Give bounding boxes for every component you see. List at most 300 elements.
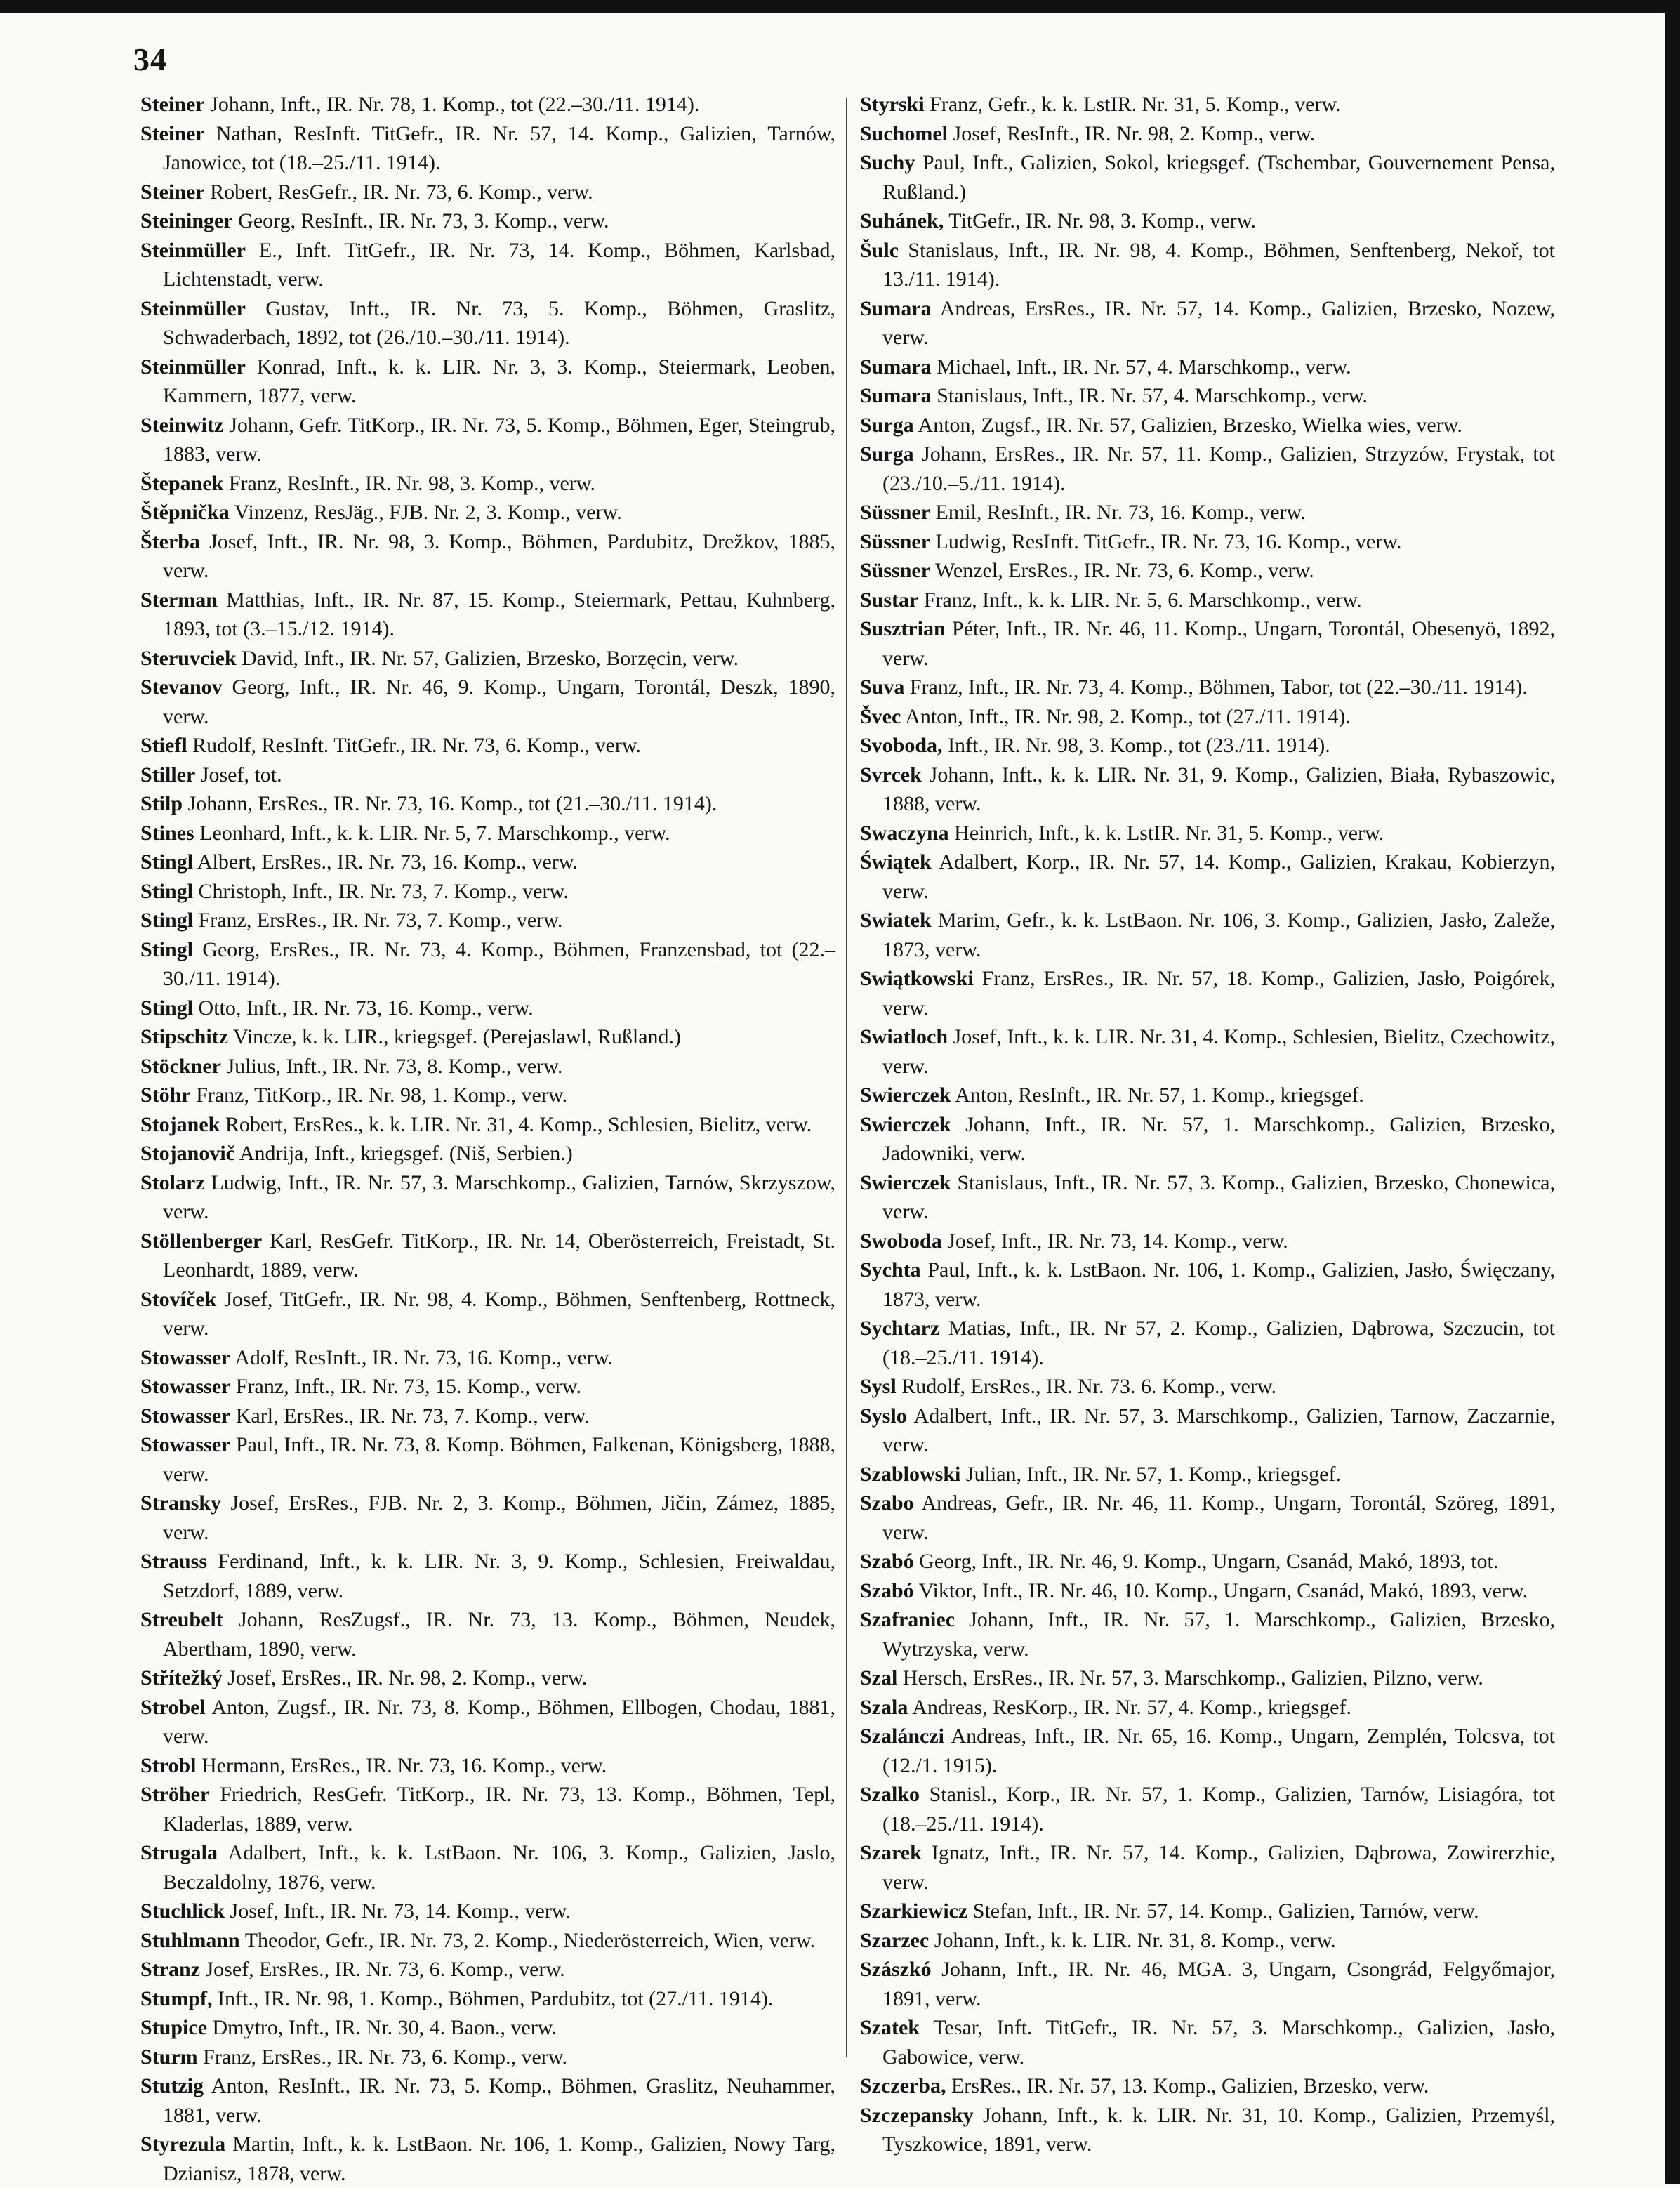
list-entry bbox=[140, 527, 835, 586]
list-entry bbox=[860, 1722, 1555, 1780]
entry-details: Paul, Inft., IR. Nr. 73, 8. Komp. Böhmen, Falkenan, Königsberg, 1888, verw. bbox=[163, 1433, 836, 1486]
entry-details: Christoph, Inft., IR. Nr. 73, 7. Komp., verw. bbox=[198, 879, 569, 903]
entry-details: Michael, Inft., IR. Nr. 57, 4. Marschkomp., verw. bbox=[937, 355, 1351, 378]
entry-surname: Szafraniec bbox=[860, 1608, 955, 1631]
entry-surname: Swiatloch bbox=[860, 1025, 948, 1048]
list-entry bbox=[860, 1547, 1555, 1576]
entry-surname: Szatek bbox=[860, 2016, 920, 2039]
entry-surname: Swierczek bbox=[860, 1083, 951, 1107]
entry-surname: Styrski bbox=[860, 93, 925, 116]
entry-details: E., Inft. TitGefr., IR. Nr. 73, 14. Komp., Böhmen, Karlsbad, Lichtenstadt, verw. bbox=[163, 238, 835, 291]
list-entry bbox=[860, 702, 1555, 732]
entry-surname: Stolarz bbox=[140, 1171, 205, 1194]
list-entry bbox=[860, 1489, 1555, 1547]
page-number: 34 bbox=[133, 41, 167, 77]
list-entry bbox=[860, 819, 1555, 848]
entry-surname: Swoboda bbox=[860, 1229, 942, 1253]
entry-details: Georg, ErsRes., IR. Nr. 73, 4. Komp., Böhmen, Franzensbad, tot (22.–30./11. 1914). bbox=[163, 937, 836, 990]
entry-details: Stefan, Inft., IR. Nr. 57, 14. Komp., Galizien, Tarnów, verw. bbox=[972, 1899, 1479, 1923]
entry-details: Franz, ErsRes., IR. Nr. 57, 18. Komp., Galizien, Jasło, Poigórek, verw. bbox=[882, 967, 1555, 1020]
entry-surname: Strobl bbox=[140, 1753, 197, 1777]
list-entry bbox=[140, 411, 835, 469]
entry-surname: Szarkiewicz bbox=[860, 1899, 968, 1923]
scan-border-top bbox=[0, 0, 1680, 13]
entry-surname: Swierczek bbox=[860, 1112, 951, 1136]
entry-details: TitGefr., IR. Nr. 98, 3. Komp., verw. bbox=[948, 209, 1256, 232]
entry-surname: Stowasser bbox=[140, 1375, 231, 1398]
entry-details: Johann, ErsRes., IR. Nr. 57, 11. Komp., Galizien, Strzyzów, Frystak, tot (23./10.–5./11. 1914). bbox=[882, 442, 1556, 495]
list-entry bbox=[860, 498, 1555, 527]
entry-surname: Stranz bbox=[140, 1958, 200, 1981]
list-entry bbox=[140, 1430, 835, 1489]
entry-surname: Swierczek bbox=[860, 1171, 951, 1194]
list-entry bbox=[860, 848, 1555, 906]
entry-details: Georg, Inft., IR. Nr. 46, 9. Komp., Ungarn, Torontál, Deszk, 1890, verw. bbox=[163, 675, 835, 728]
entry-surname: Štěpnička bbox=[140, 501, 230, 524]
list-entry bbox=[860, 556, 1555, 586]
entry-surname: Svrcek bbox=[860, 763, 922, 786]
list-entry bbox=[860, 731, 1555, 760]
list-entry bbox=[860, 906, 1555, 964]
entry-surname: Stingl bbox=[140, 937, 194, 961]
entry-surname: Střítežký bbox=[140, 1666, 223, 1689]
entry-surname: Sustar bbox=[860, 588, 919, 612]
entry-details: Ferdinand, Inft., k. k. LIR. Nr. 3, 9. Komp., Schlesien, Freiwaldau, Setzdorf, 1889, verw. bbox=[163, 1550, 835, 1602]
entry-surname: Szalko bbox=[860, 1783, 920, 1806]
entry-details: Franz, ErsRes., IR. Nr. 73, 7. Komp., verw. bbox=[198, 909, 563, 932]
entry-surname: Szczerba, bbox=[860, 2074, 946, 2097]
entry-surname: Syslo bbox=[860, 1404, 907, 1428]
entry-surname: Szczepansky bbox=[860, 2103, 974, 2127]
entry-surname: Susztrian bbox=[860, 617, 946, 640]
list-entry bbox=[140, 1780, 835, 1838]
right-column bbox=[860, 90, 1555, 2159]
list-entry bbox=[860, 1838, 1555, 1897]
entry-details: Otto, Inft., IR. Nr. 73, 16. Komp., verw. bbox=[198, 996, 534, 1020]
entry-details: Josef, Inft., k. k. LIR. Nr. 31, 4. Komp., Schlesien, Bielitz, Czechowitz, verw. bbox=[882, 1025, 1556, 1078]
entry-surname: Sturm bbox=[140, 2045, 198, 2069]
list-entry bbox=[140, 498, 835, 527]
list-entry bbox=[140, 1110, 835, 1140]
entry-surname: Stojanovič bbox=[140, 1142, 235, 1165]
entry-details: Franz, ErsRes., IR. Nr. 73, 6. Komp., verw. bbox=[203, 2045, 567, 2069]
entry-surname: Stiefl bbox=[140, 734, 187, 757]
list-entry bbox=[140, 1227, 835, 1285]
entry-surname: Szablowski bbox=[860, 1462, 961, 1486]
entry-surname: Strugala bbox=[140, 1841, 218, 1864]
list-entry bbox=[140, 469, 835, 499]
entry-details: Vinzenz, ResJäg., FJB. Nr. 2, 3. Komp., verw. bbox=[234, 501, 622, 524]
entry-surname: Strobel bbox=[140, 1695, 206, 1719]
entry-details: Ludwig, ResInft. TitGefr., IR. Nr. 73, 16. Komp., verw. bbox=[935, 529, 1402, 553]
entry-details: Leonhard, Inft., k. k. LIR. Nr. 5, 7. Marschkomp., verw. bbox=[199, 821, 670, 845]
list-entry bbox=[140, 1022, 835, 1052]
list-entry bbox=[860, 964, 1555, 1022]
entry-details: Julius, Inft., IR. Nr. 73, 8. Komp., verw. bbox=[226, 1054, 563, 1078]
entry-details: Marim, Gefr., k. k. LstBaon. Nr. 106, 3. Komp., Galizien, Jasło, Zaleže, 1873, verw. bbox=[882, 909, 1556, 961]
entry-details: Johann, Inft., k. k. LIR. Nr. 31, 9. Komp., Galizien, Biała, Rybaszowic, 1888, verw. bbox=[882, 763, 1555, 815]
entry-details: Johann, Inft., IR. Nr. 57, 1. Marschkomp., Galizien, Brzesko, Jadowniki, verw. bbox=[882, 1112, 1555, 1165]
entry-details: Stanislaus, Inft., IR. Nr. 57, 4. Marschkomp., verw. bbox=[937, 384, 1368, 407]
list-entry bbox=[860, 1256, 1555, 1314]
entry-details: Anton, ResInft., IR. Nr. 57, 1. Komp., kriegsgef. bbox=[955, 1083, 1364, 1107]
list-entry bbox=[860, 1314, 1555, 1372]
entry-details: Johann, Inft., IR. Nr. 57, 1. Marschkomp., Galizien, Brzesko, Wytrzyska, verw. bbox=[882, 1608, 1555, 1661]
entry-surname: Steinmüller bbox=[140, 238, 246, 262]
list-entry bbox=[860, 673, 1555, 702]
entry-details: Josef, ErsRes., IR. Nr. 98, 2. Komp., verw. bbox=[227, 1666, 588, 1689]
list-entry bbox=[140, 206, 835, 236]
entry-details: Viktor, Inft., IR. Nr. 46, 10. Komp., Ungarn, Csanád, Makó, 1893, verw. bbox=[918, 1579, 1528, 1602]
entry-details: Johann, ResZugsf., IR. Nr. 73, 13. Komp., Böhmen, Neudek, Abertham, 1890, verw. bbox=[163, 1608, 836, 1661]
list-entry bbox=[140, 760, 835, 790]
list-entry bbox=[140, 119, 835, 178]
entry-details: Johann, Inft., k. k. LIR. Nr. 31, 8. Komp., verw. bbox=[934, 1928, 1336, 1952]
list-entry bbox=[140, 1081, 835, 1110]
entry-details: Adalbert, Inft., IR. Nr. 57, 3. Marschkomp., Galizien, Tarnow, Zaczarnie, verw. bbox=[882, 1404, 1555, 1456]
entry-details: Josef, Inft., IR. Nr. 73, 14. Komp., verw. bbox=[230, 1899, 571, 1923]
list-entry bbox=[140, 1751, 835, 1781]
entry-details: Anton, Inft., IR. Nr. 98, 2. Komp., tot (27./11. 1914). bbox=[905, 704, 1351, 728]
entry-details: Martin, Inft., k. k. LstBaon. Nr. 106, 1. Komp., Galizien, Nowy Targ, Dzianisz, 1878, verw. bbox=[163, 2133, 836, 2185]
entry-surname: Ströher bbox=[140, 1783, 210, 1806]
entry-surname: Steinmüller bbox=[140, 355, 246, 378]
entry-surname: Šterba bbox=[140, 529, 200, 553]
entry-surname: Steiner bbox=[140, 121, 205, 145]
entry-surname: Stingl bbox=[140, 909, 194, 932]
list-entry bbox=[860, 2071, 1555, 2101]
entry-surname: Stojanek bbox=[140, 1112, 220, 1136]
list-entry bbox=[140, 2013, 835, 2043]
entry-details: Georg, ResInft., IR. Nr. 73, 3. Komp., verw. bbox=[238, 209, 609, 232]
list-entry bbox=[140, 2130, 835, 2188]
entry-details: Johann, Inft., IR. Nr. 78, 1. Komp., tot (22.–30./11. 1914). bbox=[210, 93, 700, 116]
entry-details: Inft., IR. Nr. 98, 1. Komp., Böhmen, Pardubitz, tot (27./11. 1914). bbox=[218, 1986, 774, 2010]
entry-details: Inft., IR. Nr. 98, 3. Komp., tot (23./11. 1914). bbox=[948, 734, 1330, 757]
list-entry bbox=[140, 789, 835, 819]
entry-surname: Szarek bbox=[860, 1841, 922, 1864]
list-entry bbox=[140, 178, 835, 207]
entry-surname: Stingl bbox=[140, 850, 194, 874]
entry-surname: Szalánczi bbox=[860, 1725, 944, 1748]
entry-details: Johann, Gefr. TitKorp., IR. Nr. 73, 5. Komp., Böhmen, Eger, Steingrub, 1883, verw. bbox=[163, 413, 835, 466]
entry-details: Hersch, ErsRes., IR. Nr. 57, 3. Marschkomp., Galizien, Pilzno, verw. bbox=[902, 1666, 1483, 1689]
entry-details: Albert, ErsRes., IR. Nr. 73, 16. Komp., verw. bbox=[197, 850, 578, 874]
list-entry bbox=[140, 1343, 835, 1373]
list-entry bbox=[140, 1693, 835, 1751]
entry-surname: Stilp bbox=[140, 792, 183, 815]
entry-surname: Szala bbox=[860, 1695, 908, 1719]
entry-surname: Süssner bbox=[860, 559, 931, 582]
entry-surname: Sychtarz bbox=[860, 1317, 940, 1340]
entry-details: Andreas, ResKorp., IR. Nr. 57, 4. Komp., kriegsgef. bbox=[912, 1695, 1351, 1719]
entry-details: Karl, ErsRes., IR. Nr. 73, 7. Komp., verw. bbox=[235, 1404, 590, 1428]
list-entry bbox=[860, 760, 1555, 819]
entry-surname: Swiatek bbox=[860, 909, 932, 932]
entry-details: Franz, Inft., k. k. LIR. Nr. 5, 6. Marschkomp., verw. bbox=[923, 588, 1362, 612]
entry-details: Anton, Zugsf., IR. Nr. 73, 8. Komp., Böhmen, Ellbogen, Chodau, 1881, verw. bbox=[163, 1695, 835, 1748]
list-entry bbox=[140, 1168, 835, 1227]
list-entry bbox=[860, 440, 1555, 498]
list-entry bbox=[140, 1489, 835, 1547]
entry-surname: Štepanek bbox=[140, 471, 224, 495]
entry-details: Stanislaus, Inft., IR. Nr. 98, 4. Komp., Böhmen, Senftenberg, Nekoř, tot 13./11. 1914). bbox=[882, 238, 1555, 291]
list-entry bbox=[140, 2071, 835, 2130]
list-entry bbox=[860, 1693, 1555, 1722]
list-entry bbox=[860, 1460, 1555, 1489]
entry-surname: Suchomel bbox=[860, 121, 948, 145]
entry-surname: Świątek bbox=[860, 850, 932, 874]
entry-surname: Süssner bbox=[860, 501, 931, 524]
column-divider bbox=[846, 98, 847, 2057]
entry-details: Nathan, ResInft. TitGefr., IR. Nr. 57, 14. Komp., Galizien, Tarnów, Janowice, tot (18.–25./11. 1914). bbox=[163, 121, 835, 174]
entry-details: Konrad, Inft., k. k. LIR. Nr. 3, 3. Komp., Steiermark, Leoben, Kammern, 1877, verw. bbox=[163, 355, 836, 407]
entry-details: Péter, Inft., IR. Nr. 46, 11. Komp., Ungarn, Torontál, Obesenyö, 1892, verw. bbox=[882, 617, 1556, 670]
entry-surname: Strauss bbox=[140, 1550, 208, 1573]
list-entry bbox=[860, 1897, 1555, 1926]
entry-details: Anton, Zugsf., IR. Nr. 57, Galizien, Brzesko, Wielka wies, verw. bbox=[918, 413, 1462, 437]
list-entry bbox=[860, 352, 1555, 382]
entry-surname: Swaczyna bbox=[860, 821, 949, 845]
entry-surname: Stiller bbox=[140, 763, 196, 786]
entry-details: Franz, Inft., IR. Nr. 73, 4. Komp., Böhmen, Tabor, tot (22.–30./11. 1914). bbox=[909, 675, 1528, 699]
list-entry bbox=[860, 119, 1555, 149]
list-entry bbox=[860, 614, 1555, 673]
entry-surname: Stutzig bbox=[140, 2074, 204, 2097]
entry-details: Franz, TitKorp., IR. Nr. 98, 1. Komp., verw. bbox=[196, 1083, 568, 1107]
list-entry bbox=[860, 1926, 1555, 1956]
entry-surname: Stowasser bbox=[140, 1404, 231, 1428]
entry-details: Theodor, Gefr., IR. Nr. 73, 2. Komp., Niederösterreich, Wien, verw. bbox=[244, 1928, 816, 1952]
list-entry bbox=[860, 2013, 1555, 2071]
entry-surname: Steruvciek bbox=[140, 646, 237, 670]
list-entry bbox=[140, 1372, 835, 1402]
list-entry bbox=[140, 877, 835, 907]
list-entry bbox=[860, 90, 1555, 119]
list-entry bbox=[140, 1897, 835, 1926]
entry-surname: Szal bbox=[860, 1666, 898, 1689]
entry-details: Vincze, k. k. LIR., kriegsgef. (Perejaslawl, Rußland.) bbox=[232, 1025, 681, 1048]
entry-surname: Stransky bbox=[140, 1491, 222, 1515]
entry-details: Robert, ErsRes., k. k. LIR. Nr. 31, 4. Komp., Schlesien, Bielitz, verw. bbox=[225, 1112, 812, 1136]
list-entry bbox=[860, 1576, 1555, 1606]
entry-details: Ludwig, Inft., IR. Nr. 57, 3. Marschkomp., Galizien, Tarnów, Skrzyszow, verw. bbox=[163, 1171, 835, 1223]
entry-surname: Stevanov bbox=[140, 675, 223, 699]
entry-surname: Sterman bbox=[140, 588, 218, 612]
list-entry bbox=[140, 935, 835, 994]
entry-details: Franz, ResInft., IR. Nr. 98, 3. Komp., verw. bbox=[228, 471, 596, 495]
list-entry bbox=[860, 148, 1555, 206]
left-column bbox=[140, 90, 835, 2188]
list-entry bbox=[140, 1052, 835, 1081]
entry-surname: Svoboda, bbox=[860, 734, 943, 757]
entry-details: Julian, Inft., IR. Nr. 57, 1. Komp., kriegsgef. bbox=[965, 1462, 1341, 1486]
list-entry bbox=[140, 906, 835, 935]
entry-surname: Szabo bbox=[860, 1491, 914, 1515]
entry-surname: Šulc bbox=[860, 238, 899, 262]
entry-details: Franz, Inft., IR. Nr. 73, 15. Komp., verw. bbox=[235, 1375, 581, 1398]
entry-surname: Stingl bbox=[140, 996, 194, 1020]
entry-surname: Stowasser bbox=[140, 1345, 231, 1369]
entry-surname: Steininger bbox=[140, 209, 233, 232]
list-entry bbox=[860, 294, 1555, 352]
entry-surname: Stöllenberger bbox=[140, 1229, 263, 1253]
list-entry bbox=[140, 1984, 835, 2014]
entry-details: Stanislaus, Inft., IR. Nr. 57, 3. Komp., Galizien, Brzesko, Chonewica, verw. bbox=[882, 1171, 1555, 1223]
entry-surname: Stuchlick bbox=[140, 1899, 225, 1923]
entry-surname: Stovíček bbox=[140, 1287, 217, 1311]
entry-surname: Steiner bbox=[140, 180, 205, 204]
entry-details: Karl, ResGefr. TitKorp., IR. Nr. 14, Oberösterreich, Freistadt, St. Leonhardt, 1889, verw. bbox=[163, 1229, 836, 1281]
entry-details: Tesar, Inft. TitGefr., IR. Nr. 57, 3. Marschkomp., Galizien, Jasło, Gabowice, verw. bbox=[882, 2016, 1555, 2069]
entry-surname: Suva bbox=[860, 675, 905, 699]
list-entry bbox=[860, 1168, 1555, 1227]
entry-details: Josef, ErsRes., FJB. Nr. 2, 3. Komp., Böhmen, Jičin, Zámez, 1885, verw. bbox=[163, 1491, 836, 1544]
entry-details: Rudolf, ResInft. TitGefr., IR. Nr. 73, 6. Komp., verw. bbox=[192, 734, 642, 757]
list-entry bbox=[140, 1139, 835, 1168]
entry-surname: Sumara bbox=[860, 296, 932, 320]
entry-details: Adalbert, Inft., k. k. LstBaon. Nr. 106, 3. Komp., Galizien, Jaslo, Beczaldolny, 1876, verw. bbox=[163, 1841, 835, 1894]
entry-surname: Stuhlmann bbox=[140, 1928, 240, 1952]
list-entry bbox=[860, 381, 1555, 411]
entry-details: Johann, Inft., IR. Nr. 46, MGA. 3, Ungarn, Csongrád, Felgyőmajor, 1891, verw. bbox=[882, 1958, 1555, 2010]
entry-details: Josef, Inft., IR. Nr. 73, 14. Komp., verw. bbox=[947, 1229, 1288, 1253]
list-entry bbox=[140, 1955, 835, 1984]
entry-details: Hermann, ErsRes., IR. Nr. 73, 16. Komp., verw. bbox=[201, 1753, 607, 1777]
list-entry bbox=[140, 1605, 835, 1663]
entry-details: Wenzel, ErsRes., IR. Nr. 73, 6. Komp., verw. bbox=[935, 559, 1314, 582]
list-entry bbox=[860, 1110, 1555, 1168]
entry-surname: Swiątkowski bbox=[860, 967, 974, 990]
list-entry bbox=[140, 2043, 835, 2072]
entry-details: Andreas, Inft., IR. Nr. 65, 16. Komp., Ungarn, Zemplén, Tolcsva, tot (12./1. 1915). bbox=[882, 1725, 1555, 1777]
entry-details: Josef, TitGefr., IR. Nr. 98, 4. Komp., Böhmen, Senftenberg, Rottneck, verw. bbox=[163, 1287, 836, 1340]
list-entry bbox=[140, 1926, 835, 1956]
entry-surname: Stöckner bbox=[140, 1054, 221, 1078]
list-entry bbox=[860, 1227, 1555, 1256]
entry-details: Georg, Inft., IR. Nr. 46, 9. Komp., Ungarn, Csanád, Makó, 1893, tot. bbox=[919, 1550, 1499, 1573]
entry-surname: Stingl bbox=[140, 879, 194, 903]
entry-details: Ignatz, Inft., IR. Nr. 57, 14. Komp., Galizien, Dąbrowa, Zowirerzhie, verw. bbox=[882, 1841, 1555, 1894]
entry-details: Johann, ErsRes., IR. Nr. 73, 16. Komp., tot (21.–30./11. 1914). bbox=[187, 792, 717, 815]
entry-surname: Sumara bbox=[860, 384, 932, 407]
entry-surname: Szászkó bbox=[860, 1958, 932, 1981]
list-entry bbox=[860, 236, 1555, 294]
entry-details: Franz, Gefr., k. k. LstIR. Nr. 31, 5. Komp., verw. bbox=[930, 93, 1341, 116]
entry-surname: Stowasser bbox=[140, 1433, 231, 1456]
list-entry bbox=[860, 1402, 1555, 1460]
entry-details: Josef, Inft., IR. Nr. 98, 3. Komp., Böhmen, Pardubitz, Drežkov, 1885, verw. bbox=[163, 529, 835, 582]
entry-surname: Szarzec bbox=[860, 1928, 930, 1952]
list-entry bbox=[140, 1547, 835, 1605]
list-entry bbox=[140, 731, 835, 760]
entry-details: Johann, Inft., k. k. LIR. Nr. 31, 10. Komp., Galizien, Przemyśl, Tyszkowice, 1891, verw. bbox=[882, 2103, 1555, 2156]
list-entry bbox=[140, 236, 835, 294]
entry-details: Andrija, Inft., kriegsgef. (Niš, Serbien.) bbox=[239, 1142, 573, 1165]
entry-details: Heinrich, Inft., k. k. LstIR. Nr. 31, 5. Komp., verw. bbox=[954, 821, 1384, 845]
entry-surname: Süssner bbox=[860, 529, 931, 553]
entry-details: Josef, ResInft., IR. Nr. 98, 2. Komp., verw. bbox=[953, 121, 1316, 145]
entry-surname: Stipschitz bbox=[140, 1025, 229, 1048]
list-entry bbox=[860, 586, 1555, 615]
entry-surname: Steinmüller bbox=[140, 296, 246, 320]
list-entry bbox=[140, 586, 835, 644]
entry-details: Adolf, ResInft., IR. Nr. 73, 16. Komp., verw. bbox=[234, 1345, 614, 1369]
entry-details: Matias, Inft., IR. Nr 57, 2. Komp., Galizien, Dąbrowa, Szczucin, tot (18.–25./11. 1914). bbox=[882, 1317, 1556, 1369]
list-entry bbox=[860, 1955, 1555, 2013]
entry-surname: Streubelt bbox=[140, 1608, 223, 1631]
list-entry bbox=[140, 352, 835, 411]
entry-surname: Surga bbox=[860, 442, 914, 466]
entry-details: Paul, Inft., Galizien, Sokol, kriegsgef. (Tschembar, Gouvernement Pensa, Rußland.) bbox=[882, 151, 1555, 204]
entry-surname: Steiner bbox=[140, 93, 205, 116]
list-entry bbox=[140, 848, 835, 877]
list-entry bbox=[140, 819, 835, 848]
list-entry bbox=[860, 1372, 1555, 1402]
entry-details: Andreas, ErsRes., IR. Nr. 57, 14. Komp., Galizien, Brzesko, Nozew, verw. bbox=[882, 296, 1555, 349]
entry-surname: Steinwitz bbox=[140, 413, 224, 437]
list-entry bbox=[860, 1663, 1555, 1693]
list-entry bbox=[140, 1285, 835, 1343]
list-entry bbox=[860, 1605, 1555, 1663]
entry-details: Dmytro, Inft., IR. Nr. 30, 4. Baon., verw. bbox=[212, 2016, 557, 2039]
entry-surname: Švec bbox=[860, 704, 901, 728]
entry-surname: Stines bbox=[140, 821, 194, 845]
entry-details: Paul, Inft., k. k. LstBaon. Nr. 106, 1. Komp., Galizien, Jasło, Święczany, 1873, verw. bbox=[882, 1258, 1555, 1311]
list-entry bbox=[860, 206, 1555, 236]
list-entry bbox=[140, 294, 835, 352]
entry-details: David, Inft., IR. Nr. 57, Galizien, Brzesko, Borzęcin, verw. bbox=[242, 646, 739, 670]
entry-details: Gustav, Inft., IR. Nr. 73, 5. Komp., Böhmen, Graslitz, Schwaderbach, 1892, tot (26./10.–30./11. 1914). bbox=[163, 296, 836, 349]
entry-surname: Suchy bbox=[860, 151, 915, 174]
entry-surname: Sychta bbox=[860, 1258, 921, 1281]
entry-surname: Suhánek, bbox=[860, 209, 944, 232]
entry-surname: Sumara bbox=[860, 355, 932, 378]
entry-surname: Stupice bbox=[140, 2016, 208, 2039]
scan-border-right bbox=[1665, 0, 1680, 2184]
entry-details: Josef, tot. bbox=[200, 763, 282, 786]
entry-details: Andreas, Gefr., IR. Nr. 46, 11. Komp., Ungarn, Torontál, Szöreg, 1891, verw. bbox=[882, 1491, 1555, 1544]
entry-surname: Szabó bbox=[860, 1579, 914, 1602]
entry-surname: Sysl bbox=[860, 1375, 897, 1398]
entry-details: ErsRes., IR. Nr. 57, 13. Komp., Galizien, Brzesko, verw. bbox=[951, 2074, 1429, 2097]
list-entry bbox=[140, 673, 835, 731]
list-entry bbox=[140, 1663, 835, 1693]
list-entry bbox=[140, 644, 835, 673]
entry-details: Adalbert, Korp., IR. Nr. 57, 14. Komp., Galizien, Krakau, Kobierzyn, verw. bbox=[882, 850, 1555, 903]
entry-details: Josef, ErsRes., IR. Nr. 73, 6. Komp., verw. bbox=[205, 1958, 565, 1981]
entry-surname: Stumpf, bbox=[140, 1986, 213, 2010]
list-entry bbox=[860, 2101, 1555, 2159]
entry-details: Robert, ResGefr., IR. Nr. 73, 6. Komp., verw. bbox=[210, 180, 593, 204]
list-entry bbox=[140, 1402, 835, 1431]
entry-surname: Styrezula bbox=[140, 2133, 226, 2156]
entry-details: Stanisl., Korp., IR. Nr. 57, 1. Komp., Galizien, Tarnów, Lisiagóra, tot (18.–25./11. 1914). bbox=[882, 1783, 1555, 1836]
entry-surname: Surga bbox=[860, 413, 914, 437]
entry-surname: Stöhr bbox=[140, 1083, 191, 1107]
list-entry bbox=[860, 1780, 1555, 1838]
entry-details: Friedrich, ResGefr. TitKorp., IR. Nr. 73, 13. Komp., Böhmen, Tepl, Kladerlas, 1889, verw. bbox=[163, 1783, 835, 1836]
list-entry bbox=[860, 1081, 1555, 1110]
list-entry bbox=[140, 1838, 835, 1897]
entry-details: Anton, ResInft., IR. Nr. 73, 5. Komp., Böhmen, Graslitz, Neuhammer, 1881, verw. bbox=[163, 2074, 835, 2127]
list-entry bbox=[860, 527, 1555, 557]
entry-details: Matthias, Inft., IR. Nr. 87, 15. Komp., Steiermark, Pettau, Kuhnberg, 1893, tot (3.–15./12. 1914). bbox=[163, 588, 835, 640]
list-entry bbox=[860, 411, 1555, 440]
list-entry bbox=[140, 90, 835, 119]
list-entry bbox=[860, 1022, 1555, 1081]
entry-surname: Szabó bbox=[860, 1550, 914, 1573]
